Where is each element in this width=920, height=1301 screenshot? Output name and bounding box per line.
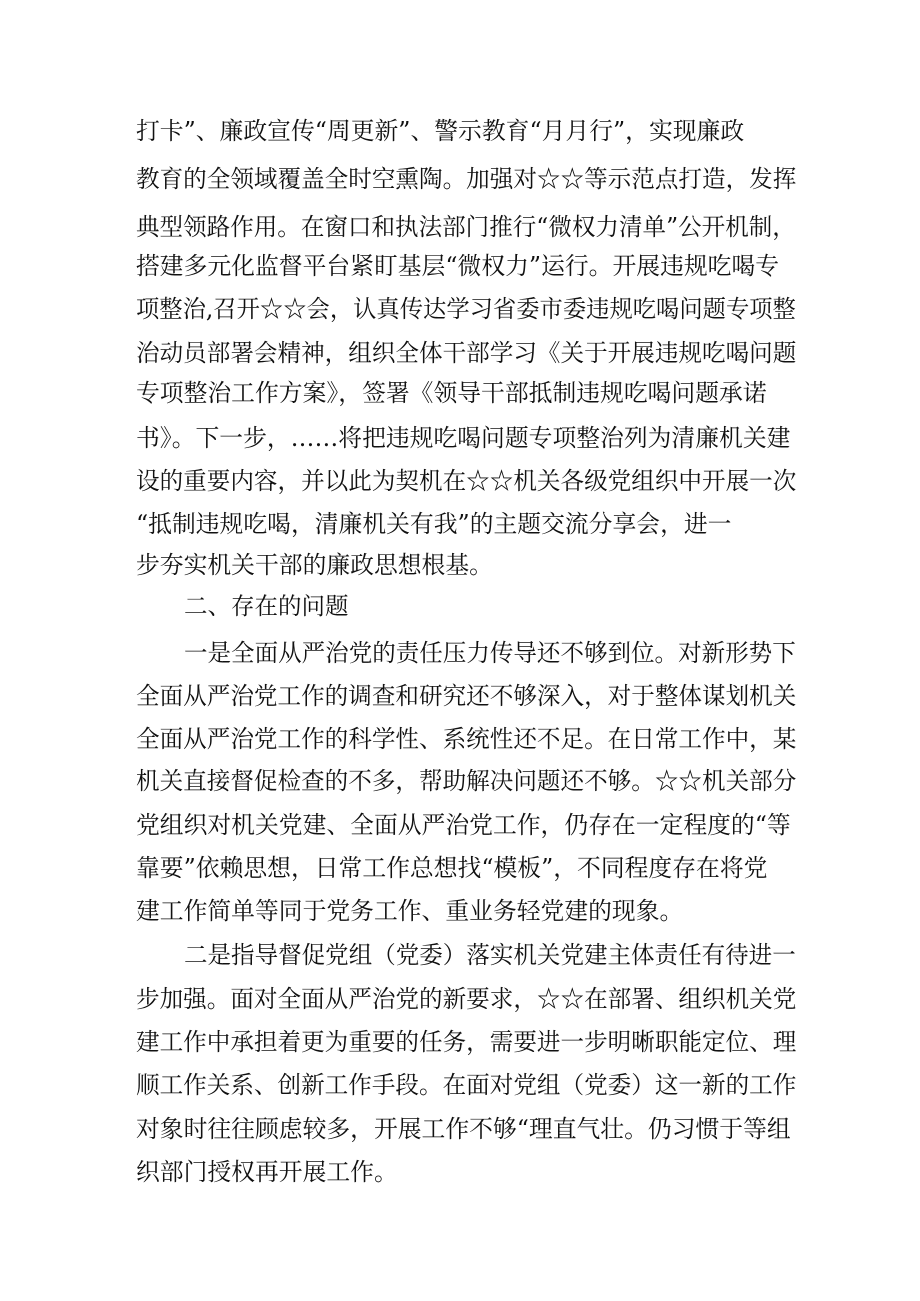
paragraph-line: 顺工作关系、创新工作手段。在面对党组（党委）这一新的工作 bbox=[136, 1071, 797, 1099]
paragraph-line: 设的重要内容，并以此为契机在☆☆机关各级党组织中开展一次 bbox=[136, 467, 797, 495]
paragraph-line: 建工作简单等同于党务工作、重业务轻党建的现象。 bbox=[136, 897, 684, 925]
section-heading: 二、存在的问题 bbox=[184, 592, 349, 620]
paragraph-line: 机关直接督促检查的不多，帮助解决问题还不够。☆☆机关部分 bbox=[136, 767, 797, 795]
paragraph-line: 二是指导督促党组（党委）落实机关党建主体责任有待进一 bbox=[184, 941, 796, 969]
paragraph-line: 对象时往往顾虑较多，开展工作不够“理直气壮。仍习惯于等组 bbox=[136, 1115, 791, 1143]
paragraph-line: 党组织对机关党建、全面从严治党工作，仍存在一定程度的“等 bbox=[136, 811, 791, 839]
paragraph-line: 典型领路作用。在窗口和执法部门推行“微权力清单”公开机制， bbox=[136, 213, 796, 241]
paragraph-line: 全面从严治党工作的科学性、系统性还不足。在日常工作中，某 bbox=[136, 725, 797, 753]
paragraph-line: 一是全面从严治党的责任压力传导还不够到位。对新形势下 bbox=[184, 639, 796, 667]
paragraph-line: 步加强。面对全面从严治党的新要求，☆☆在部署、组织机关党 bbox=[136, 985, 797, 1013]
paragraph-line: “抵制违规吃喝，清廉机关有我”的主题交流分享会，进一 bbox=[136, 510, 732, 538]
paragraph-line: 全面从严治党工作的调查和研究还不够深入，对于整体谋划机关 bbox=[136, 682, 797, 710]
paragraph-line: 打卡”、廉政宣传“周更新”、警示教育“月月行”，实现廉政 bbox=[136, 117, 745, 145]
paragraph-line: 步夯实机关干部的廉政思想根基。 bbox=[136, 551, 493, 579]
paragraph-line: 项整治,召开☆☆会，认真传达学习省委市委违规吃喝问题专项整 bbox=[136, 295, 796, 323]
paragraph-line: 搭建多元化监督平台紧盯基层“微权力”运行。开展违规吃喝专 bbox=[136, 252, 780, 280]
paragraph-line: 靠要”依赖思想，日常工作总想找“模板”，不同程度存在将党 bbox=[136, 854, 768, 882]
paragraph-line: 治动员部署会精神，组织全体干部学习《关于开展违规吃喝问题 bbox=[136, 339, 797, 367]
paragraph-line: 建工作中承担着更为重要的任务，需要进一步明晰职能定位、理 bbox=[136, 1028, 797, 1056]
paragraph-line: 书》。下一步，……将把违规吃喝问题专项整治列为清廉机关建 bbox=[136, 424, 791, 452]
paragraph-line: 专项整治工作方案》，签署《领导干部抵制违规吃喝问题承诺 bbox=[136, 379, 767, 407]
paragraph-line: 教育的全领域覆盖全时空熏陶。加强对☆☆等示范点打造，发挥 bbox=[136, 165, 797, 193]
paragraph-line: 织部门授权再开展工作。 bbox=[136, 1158, 398, 1186]
